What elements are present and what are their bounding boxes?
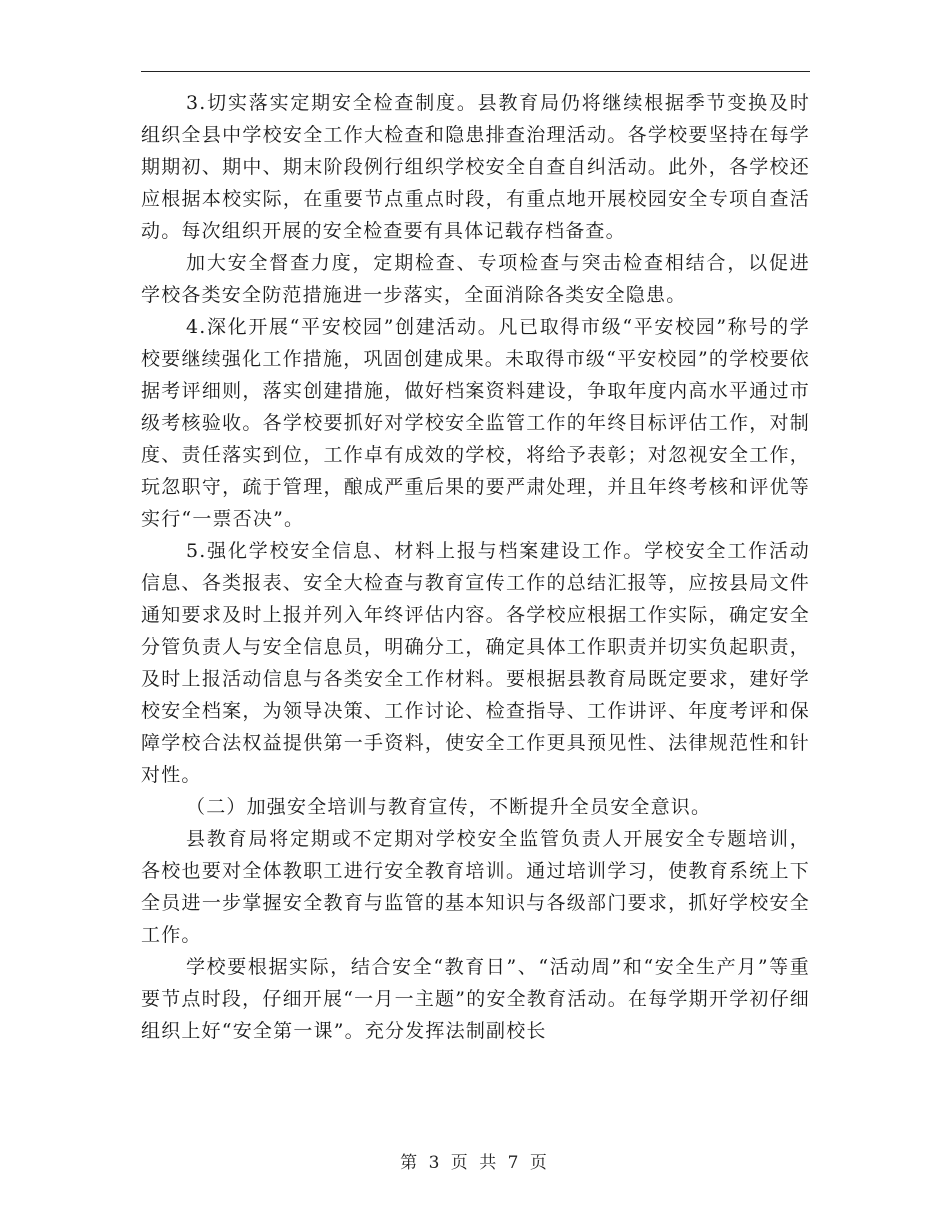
- paragraph-2: 加大安全督查力度，定期检查、专项检查与突击检查相结合，以促进学校各类安全防范措施进一步落实，全面消除各类安全隐患。: [141, 252, 810, 306]
- document-body: [141, 87, 810, 1047]
- paragraph-5: （二）加强安全培训与教育宣传，不断提升全员安全意识。: [186, 796, 712, 818]
- paragraph-6: 县教育局将定期或不定期对学校安全监管负责人开展安全专题培训，各校也要对全体教职工进行安全教育培训。通过培训学习，使教育系统上下全员进一步掌握安全教育与监管的基本知识与各级部门要求，抓好学校安全工作。: [141, 828, 810, 946]
- paragraph-7: 学校要根据实际，结合安全“教育日”、“活动周”和“安全生产月”等重要节点时段，仔细开展“一月一主题”的安全教育活动。在每学期开学初仔细组织上好“安全第一课”。充分发挥法制副校长: [141, 956, 810, 1042]
- paragraph-4: 5.强化学校安全信息、材料上报与档案建设工作。学校安全工作活动信息、各类报表、安全大检查与教育宣传工作的总结汇报等，应按县局文件通知要求及时上报并列入年终评估内容。各学校应根据工作实际，确定安全分管负责人与安全信息员，明确分工，确定具体工作职责并切实负起职责，及时上报活动信息与各类安全工作材料。要根据县教育局既定要求，建好学校安全档案，为领导决策、工作讨论、检查指导、工作讲评、年度考评和保障学校合法权益提供第一手资料，使安全工作更具预见性、法律规范性和针对性。: [141, 540, 810, 786]
- header-rule: [141, 71, 810, 72]
- paragraph-1: 3.切实落实定期安全检查制度。县教育局仍将继续根据季节变换及时组织全县中学校安全工作大检查和隐患排查治理活动。各学校要坚持在每学期期初、期中、期末阶段例行组织学校安全自查自纠活动。此外，各学校还应根据本校实际，在重要节点重点时段，有重点地开展校园安全专项自查活动。每次组织开展的安全检查要有具体记载存档备查。: [141, 92, 810, 242]
- page-footer: 第 3 页 共 7 页: [400, 1153, 550, 1173]
- paragraph-3: 4.深化开展“平安校园”创建活动。凡已取得市级“平安校园”称号的学校要继续强化工作措施，巩固创建成果。未取得市级“平安校园”的学校要依据考评细则，落实创建措施，做好档案资料建设，争取年度内高水平通过市级考核验收。各学校要抓好对学校安全监管工作的年终目标评估工作，对制度、责任落实到位，工作卓有成效的学校，将给予表彰；对忽视安全工作，玩忽职守，疏于管理，酿成严重后果的要严肃处理，并且年终考核和评优等实行“一票否决”。: [141, 316, 810, 530]
